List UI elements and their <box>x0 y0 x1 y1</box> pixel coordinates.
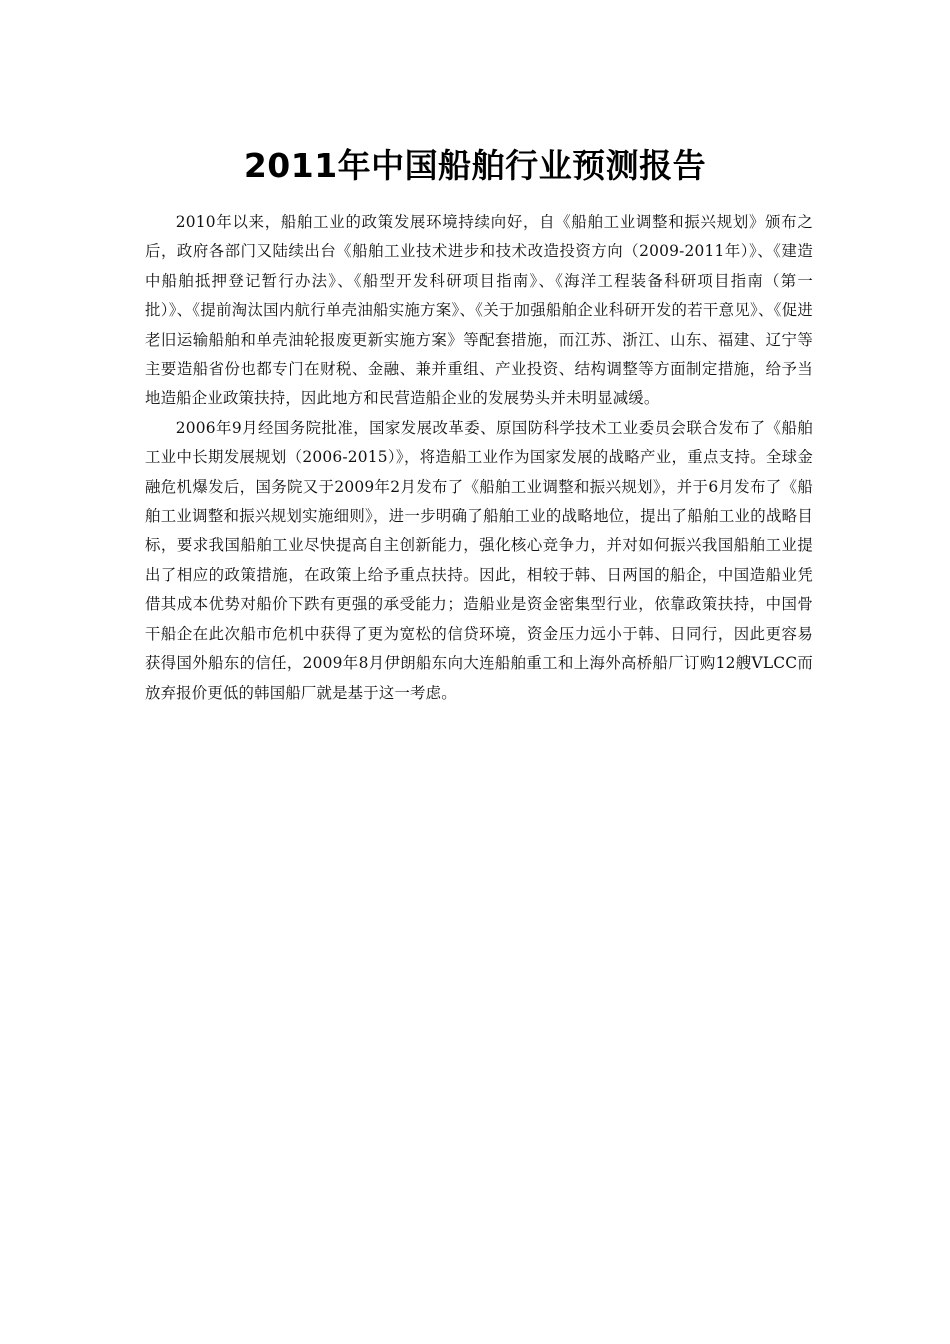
document-body <box>145 208 813 708</box>
paragraph-2: 2006年9月经国务院批准，国家发展改革委、原国防科学技术工业委员会联合发布了《船舶工业中长期发展规划（2006-2015）》，将造船工业作为国家发展的战略产业，重点支持。全球金融危机爆发后，国务院又于2009年2月发布了《船舶工业调整和振兴规划》，并于6月发布了《船舶工业调整和振兴规划实施细则》，进一步明确了船舶工业的战略地位，提出了船舶工业的战略目标，要求我国船舶工业尽快提高自主创新能力，强化核心竞争力，并对如何振兴我国船舶工业提出了相应的政策措施，在政策上给予重点扶持。因此，相较于韩、日两国的船企，中国造船业凭借其成本优势对船价下跌有更强的承受能力；造船业是资金密集型行业，依靠政策扶持，中国骨干船企在此次船市危机中获得了更为宽松的信贷环境，资金压力远小于韩、日同行，因此更容易获得国外船东的信任，2009年8月伊朗船东向大连船舶重工和上海外高桥船厂订购12艘VLCC而放弃报价更低的韩国船厂就是基于这一考虑。 <box>145 418 813 702</box>
document-title: 2011年中国船舶行业预测报告 <box>243 146 707 185</box>
paragraph-1: 2010年以来，船舶工业的政策发展环境持续向好，自《船舶工业调整和振兴规划》颁布之后，政府各部门又陆续出台《船舶工业技术进步和技术改造投资方向（2009-2011年）》、《建造中船舶抵押登记暂行办法》、《船型开发科研项目指南》、《海洋工程装备科研项目指南（第一批）》、《提前淘汰国内航行单壳油船实施方案》、《关于加强船舶企业科研开发的若干意见》、《促进老旧运输船舶和单壳油轮报废更新实施方案》等配套措施，而江苏、浙江、山东、福建、辽宁等主要造船省份也都专门在财税、金融、兼并重组、产业投资、结构调整等方面制定措施，给予当地造船企业政策扶持，因此地方和民营造船企业的发展势头并未明显减缓。 <box>145 213 813 408</box>
